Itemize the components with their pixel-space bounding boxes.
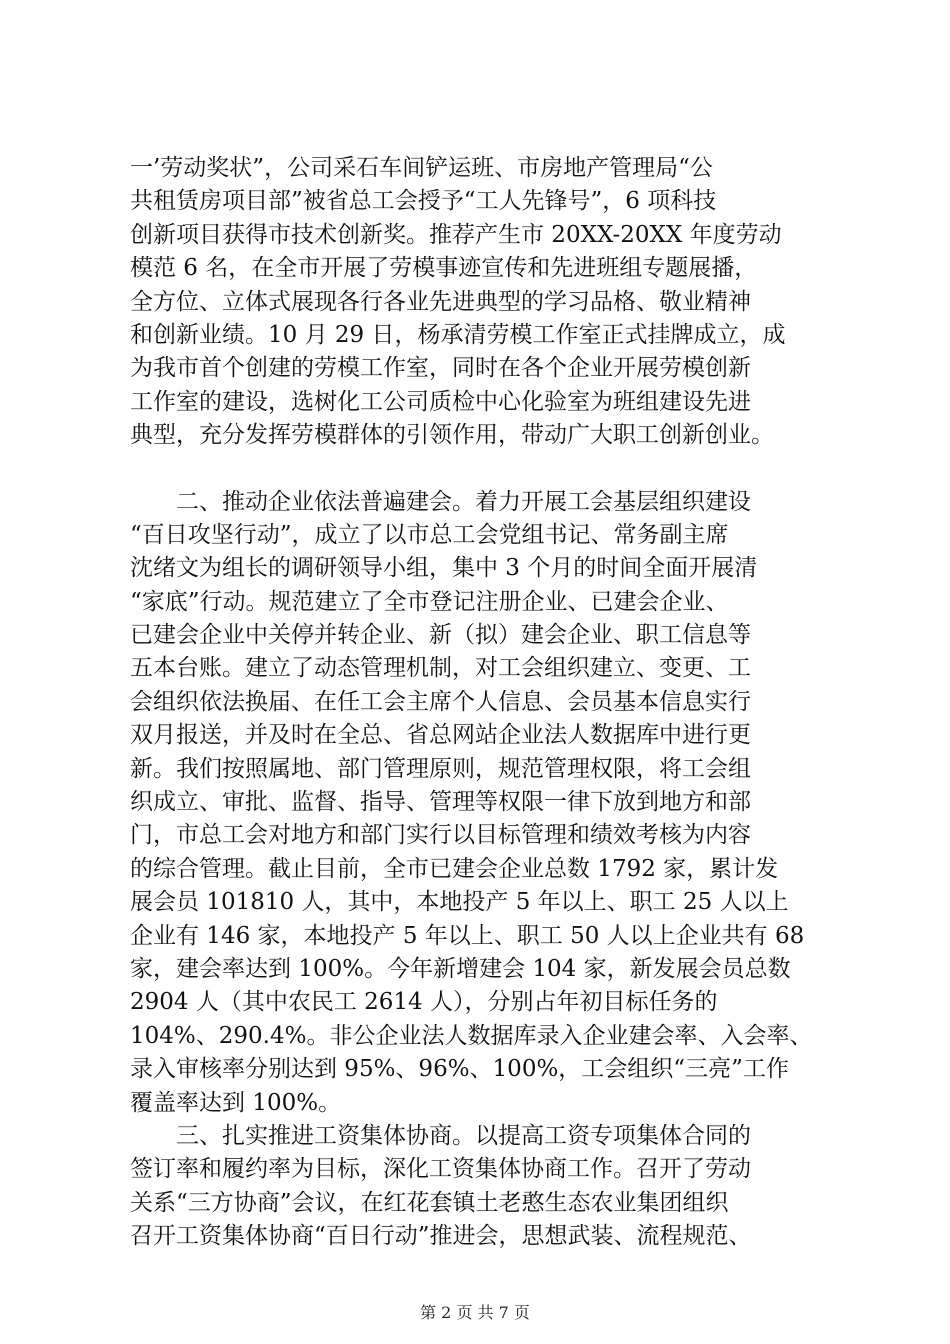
text-line: 已建会企业中关停并转企业、新（拟）建会企业、职工信息等 [130, 622, 751, 649]
text-line: 工作室的建设，选树化工公司质检中心化验室为班组建设先进 [130, 388, 751, 415]
paragraph [130, 1120, 830, 1254]
text-line: 五本台账。建立了动态管理机制，对工会组织建立、变更、工 [130, 655, 751, 682]
text-line: 关系“三方协商”会议，在红花套镇土老憨生态农业集团组织 [130, 1189, 729, 1216]
text-line: 召开工资集体协商“百日行动”推进会，思想武装、流程规范、 [130, 1223, 752, 1250]
text-line: 和创新业绩。10 月 29 日，杨承清劳模工作室正式挂牌成立，成 [130, 321, 786, 348]
paragraph [130, 152, 830, 453]
text-line: 门，市总工会对地方和部门实行以目标管理和绩效考核为内容 [130, 822, 751, 849]
text-line: 典型，充分发挥劳模群体的引领作用，带动广大职工创新创业。 [130, 422, 774, 449]
paragraph-gap [130, 453, 830, 486]
document-body [130, 152, 830, 1254]
text-line: 二、推动企业依法普遍建会。着力开展工会基层组织建设 [130, 488, 751, 515]
text-line: 签订率和履约率为目标，深化工资集体协商工作。召开了劳动 [130, 1156, 751, 1183]
text-line: 双月报送，并及时在全总、省总网站企业法人数据库中进行更 [130, 722, 751, 749]
text-line: 的综合管理。截止目前，全市已建会企业总数 1792 家，累计发 [130, 855, 779, 882]
page-number-footer: 第 2 页 共 7 页 [420, 1303, 530, 1322]
text-line: 沈绪文为组长的调研领导小组，集中 3 个月的时间全面开展清 [130, 555, 758, 582]
text-line: 2904 人（其中农民工 2614 人），分别占年初目标任务的 [130, 989, 718, 1016]
text-line: 织成立、审批、监督、指导、管理等权限一律下放到地方和部 [130, 789, 751, 816]
text-line: 会组织依法换届、在任工会主席个人信息、会员基本信息实行 [130, 688, 751, 715]
text-line: 创新项目获得市技术创新奖。推荐产生市 20XX-20XX 年度劳动 [130, 221, 782, 248]
text-line: 为我市首个创建的劳模工作室，同时在各个企业开展劳模创新 [130, 355, 751, 382]
text-line: 新。我们按照属地、部门管理原则，规范管理权限，将工会组 [130, 755, 751, 782]
text-line: 展会员 101810 人，其中，本地投产 5 年以上、职工 25 人以上 [130, 889, 789, 916]
text-line: 一’劳动奖状”，公司采石车间铲运班、市房地产管理局“公 [130, 155, 713, 181]
text-line: “百日攻坚行动”，成立了以市总工会党组书记、常务副主席 [130, 521, 729, 548]
text-line: 家，建会率达到 100%。今年新增建会 104 家，新发展会员总数 [130, 955, 791, 982]
text-line: 全方位、立体式展现各行各业先进典型的学习品格、敬业精神 [130, 288, 751, 315]
text-line: 企业有 146 家，本地投产 5 年以上、职工 50 人以上企业共有 68 [130, 922, 805, 949]
paragraph [130, 486, 830, 1120]
text-line: 录入审核率分别达到 95%、96%、100%，工会组织“三亮”工作 [130, 1056, 789, 1083]
text-line: “家底”行动。规范建立了全市登记注册企业、已建会企业、 [130, 588, 729, 615]
text-line: 三、扎实推进工资集体协商。以提高工资专项集体合同的 [130, 1122, 751, 1149]
text-line: 覆盖率达到 100%。 [130, 1089, 342, 1116]
text-line: 共租赁房项目部”被省总工会授予“工人先锋号”，6 项科技 [130, 188, 717, 215]
text-line: 模范 6 名，在全市开展了劳模事迹宣传和先进班组专题展播， [130, 255, 758, 282]
text-line: 104%、290.4%。非公企业法人数据库录入企业建会率、入会率、 [130, 1022, 813, 1049]
